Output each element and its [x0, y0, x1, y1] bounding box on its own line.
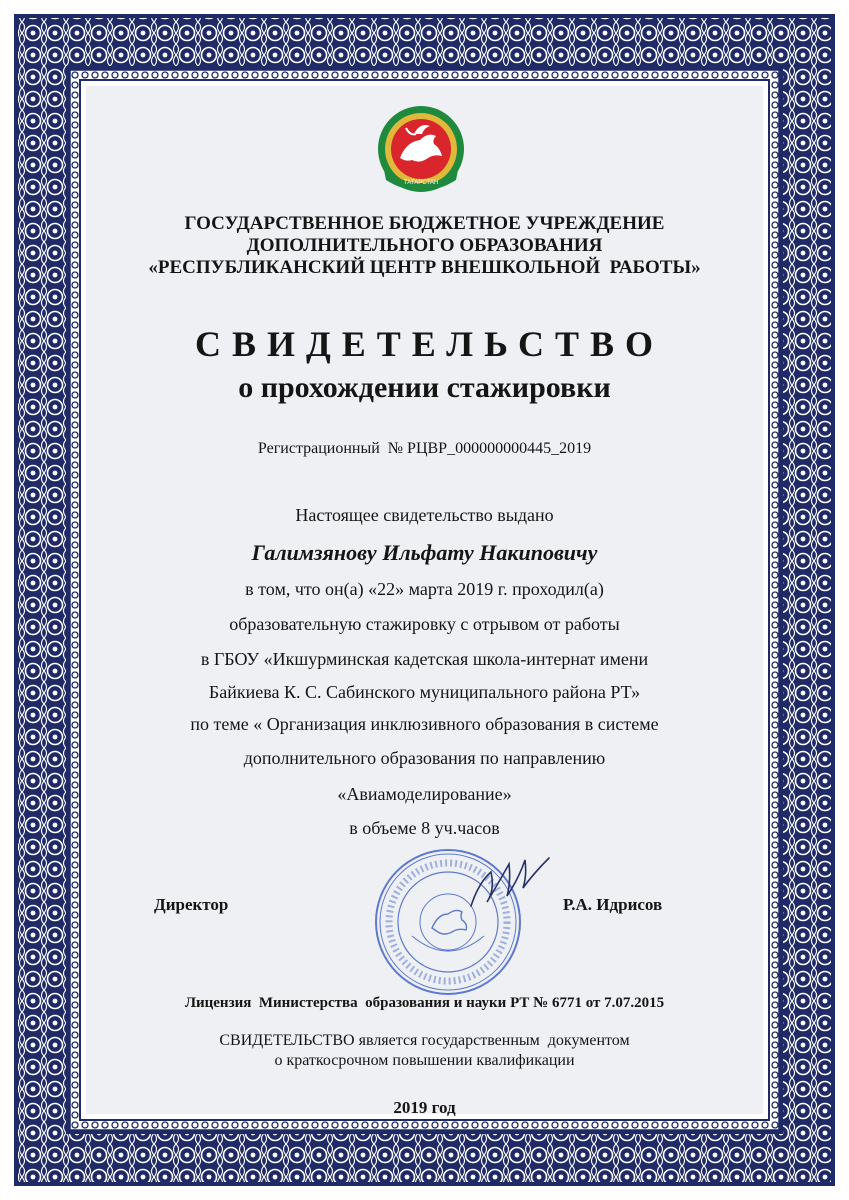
organization-line: «РЕСПУБЛИКАНСКИЙ ЦЕНТР ВНЕШКОЛЬНОЙ РАБОТЫ»: [148, 257, 701, 278]
organization-line: ДОПОЛНИТЕЛЬНОГО ОБРАЗОВАНИЯ: [246, 235, 603, 256]
tatarstan-coat-of-arms-icon: [376, 104, 466, 196]
legal-note-line: СВИДЕТЕЛЬСТВО является государственным документом: [219, 1032, 630, 1049]
certificate-subtitle: о прохождении стажировки: [238, 371, 611, 404]
certificate-title: СВИДЕТЕЛЬСТВО: [194, 324, 665, 364]
body-line: образовательную стажировку с отрывом от работы: [229, 614, 620, 634]
body-line: в объеме 8 уч.часов: [349, 818, 500, 838]
emblem-ribbon-text: ТАТАРСТАН: [403, 180, 439, 186]
body-line: по теме « Организация инклюзивного образования в системе: [190, 714, 659, 734]
organization-name: [0, 213, 849, 279]
body-line: дополнительного образования по направлению: [243, 748, 606, 768]
signature-name: Р.А. Идрисов: [563, 895, 663, 914]
body-line: в ГБОУ «Икшурминская кадетская школа-интернат имени: [200, 649, 649, 669]
legal-note: [0, 1031, 849, 1071]
registration-number: Регистрационный № РЦВР_000000000445_2019: [257, 440, 592, 457]
recipient-name: Галимзянову Ильфату Накиповичу: [251, 540, 598, 565]
body-line: Байкиева К. С. Сабинского муниципального района РТ»: [208, 682, 641, 702]
issued-to-label: Настоящее свидетельство выдано: [295, 505, 554, 525]
certificate-year: 2019 год: [393, 1098, 456, 1117]
license-line: Лицензия Министерства образования и науки РТ № 6771 от 7.07.2015: [184, 995, 665, 1011]
signature-role: Директор: [154, 895, 229, 914]
legal-note-line: о краткосрочном повышении квалификации: [274, 1052, 575, 1069]
body-line: в том, что он(а) «22» марта 2019 г. проходил(а): [245, 579, 604, 599]
director-signature: [465, 852, 555, 912]
body-line: «Авиамоделирование»: [337, 784, 512, 804]
organization-line: ГОСУДАРСТВЕННОЕ БЮДЖЕТНОЕ УЧРЕЖДЕНИЕ: [184, 213, 665, 234]
